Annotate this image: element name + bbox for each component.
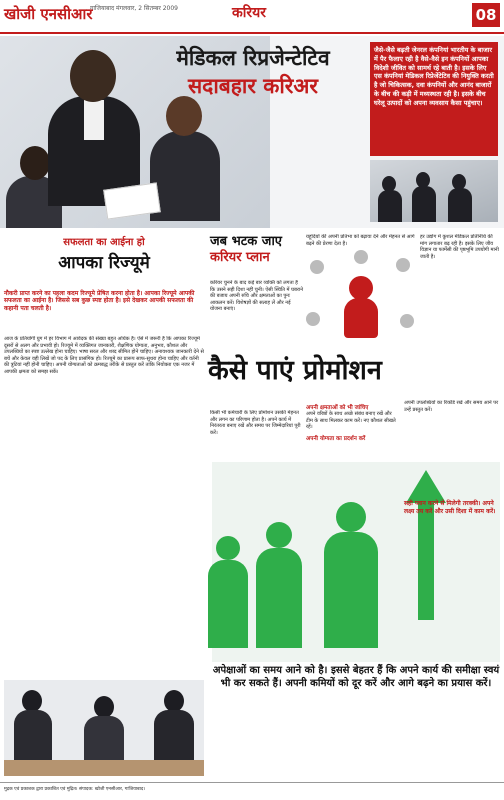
promotion-conclusion: अपेक्षाओं का समय आने को है। इससे बेहतर हैं कि अपने कार्य की समीक्षा स्वयं भी कर सकते हैं। अपनी कमियों को दूर करें और आगे बढ़ने का प्रयास करें।: [212, 665, 500, 689]
page-number: 08: [472, 3, 500, 27]
resume-intro: नौकरी प्राप्त करने का पहला कदम रिज्यूमे प्रेषित करना होता है। आपका रिज्यूमे आपकी सफलता का आईना है। जिससे सब कुछ स्पष्ट होता है। इसे देखकर आपकी सफलता की कहानी पता चलती है।: [4, 290, 195, 312]
promotion-side-text: सही प्लान करने से मिलेगी तरक्की। अपने लक्ष्य तय करें और उसी दिशा में काम करें।: [404, 500, 496, 515]
promotion-subhead-1: अपनी क्षमताओं को भी जांचिए: [306, 405, 369, 411]
career-plan-line1: जब भटक जाए: [210, 234, 282, 249]
hero-title: [128, 44, 378, 100]
interview-photo: [4, 680, 204, 776]
page-header: [0, 0, 504, 34]
promotion-subhead-2: अपनी योग्यता का प्रदर्शन करें: [306, 435, 366, 442]
career-plan-headline: [210, 234, 290, 274]
team-photo: [370, 160, 498, 222]
promotion-col-1-text: अपने वरिष्ठों के साथ अच्छे संबंध बनाए रखें और टीम के साथ मिलकर काम करें। नए कौशल सीखते रहें।: [306, 411, 396, 431]
hero-title-line2: सदाबहार करिअर: [187, 74, 319, 98]
hero-title-line1: मेडिकल रिप्रजेन्टेटिव: [176, 46, 330, 70]
edition-line: गाजियाबाद मंगलवार, 2 सितम्बर 2009: [90, 5, 178, 12]
section-title: करियर: [232, 5, 266, 21]
page-footer: मुद्रक एवं प्रकाशक द्वारा प्रकाशित एवं मुद्रित। संपादक: खोजी एनसीआर, गाजियाबाद।: [0, 782, 504, 800]
hero-section: [0, 36, 504, 228]
promotion-col-0: किसी भी कर्मचारी के लिए प्रोमोशन उसकी मेहनत और लगन का परिणाम होता है। अपने कार्य में निरंतरता बनाए रखें और समय पर जिम्मेदारियां पूरी करें।: [210, 410, 301, 436]
career-plan-top-note: यहूदियों की अपनी प्रतिभा को बढ़ावा देने और मेहनत से आगे बढ़ने की प्रेरणा देता है।: [306, 234, 415, 247]
brand-title: खोजी एनसीआर: [4, 5, 93, 23]
promotion-col-2: अपनी उपलब्धियों का रिकॉर्ड रखें और समय आने पर उन्हें प्रस्तुत करें।: [404, 400, 499, 413]
career-plan-body: करियर चुनने के बाद कई बार व्यक्ति को लगता है कि उसने सही दिशा नहीं चुनी। ऐसी स्थिति में घबराने की बजाय अपनी रुचि और क्षमताओं का पुनः आकलन करें। विशेषज्ञों की सलाह लें और नई योजना बनाएं।: [210, 280, 304, 313]
resume-subhead: सफलता का आईना हो: [63, 237, 145, 248]
resume-title: आपका रिज्यूमे: [58, 253, 150, 273]
network-illustration: [306, 250, 416, 354]
career-plan-line2: करियर प्लान: [210, 250, 270, 265]
resume-article-body: आज के प्रतियोगी युग में हर विभाग में आवेदक की संख्या बहुत अधिक है। ऐसे में जरूरी है कि आपका रिज्यूमे दूसरों से अलग और प्रभावी हो। रिज्यूमे में व्यक्तिगत जानकारी, शैक्षणिक योग्यता, अनुभव, कौशल और उपलब्धियों का स्पष्ट उल्लेख होना चाहिए। भाषा सरल और शब्द सीमित होने चाहिए। अनावश्यक जानकारी देने से बचें और केवल वही लिखें जो पद के लिए प्रासंगिक हो। रिज्यूमे का प्रारूप साफ-सुथरा होना चाहिए और वर्तनी की त्रुटियां नहीं होनी चाहिए। अपनी योग्यताओं को क्रमबद्ध तरीके से प्रस्तुत करें ताकि नियोक्ता एक नजर में आपकी क्षमता को समझ सकें।: [4, 336, 204, 375]
right-column-text: हर उद्योग में कुशल मेडिकल प्रतिनिधि की मांग लगातार बढ़ रही है। इसके लिए जीव विज्ञान या फार्मेसी की पृष्ठभूमि उपयोगी मानी जाती है।: [420, 234, 499, 260]
promotion-title: कैसे पाएं प्रोमोशन: [208, 355, 382, 386]
hero-intro: जैसे-जैसे बढ़ती जेनरल कंपनियां भारतीय के बाजार में पैर फैलाए रही है वैसे-वैसे इन कंपनियों आपका विदेशी जीवित को सामर्थ रहे बाती है। इसके लिए एस कंपनियां मेडिकल रिप्रेजेंटेटिव की नियुक्ति करती है जो चिकित्सक, दवा कंपनियों और आनंद बाजारों के बीच की कड़ी में मध्यस्थता रही है। इसके बीच घरेलू उत्पादों को अपना व्यवसाय कैसा पहुंचाए।: [370, 42, 498, 156]
resume-headline: [4, 234, 204, 290]
